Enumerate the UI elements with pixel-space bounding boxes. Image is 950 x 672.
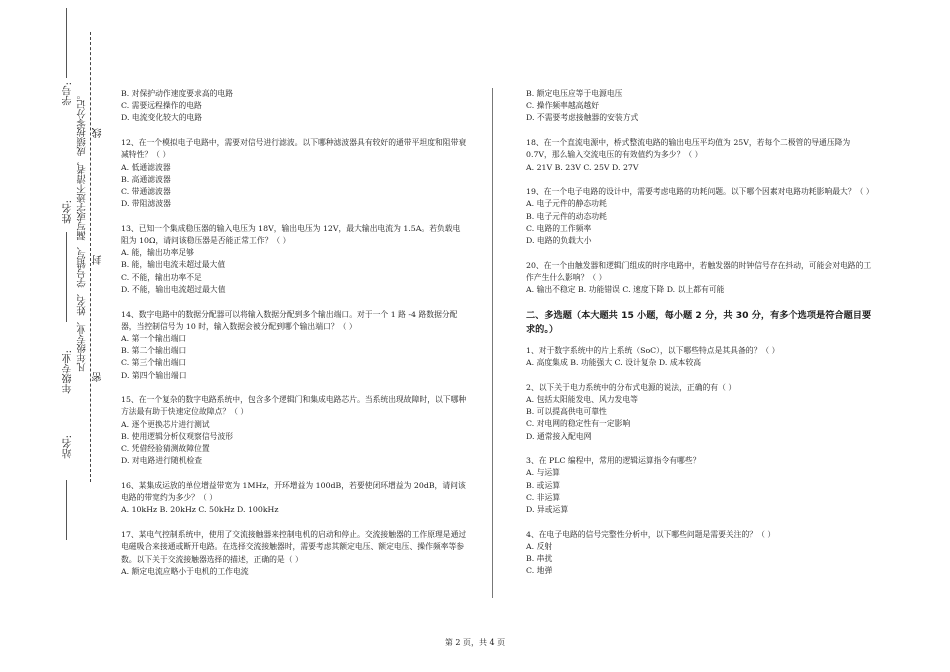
mc-question-2 xyxy=(526,382,872,443)
column-divider xyxy=(492,88,493,598)
question-stem: 4、在电子电路的信号完整性分析中，以下哪些问题是需要关注的？（ ） xyxy=(526,529,776,539)
option: A. 低通滤波器 xyxy=(121,162,171,172)
station-label: 站名: xyxy=(63,435,74,459)
option: C. 对电网的稳定性有一定影响 xyxy=(526,419,631,429)
name-line xyxy=(66,232,67,322)
question-stem: 1、对于数字系统中的片上系统（SoC），以下哪些特点是其具备的？（ ） xyxy=(526,345,780,355)
question-19 xyxy=(526,186,872,247)
option: D. 通常接入配电网 xyxy=(526,431,592,441)
option: A. 输出不稳定 B. 功能错误 C. 速度下降 D. 以上都有可能 xyxy=(526,285,725,295)
cut-line xyxy=(90,32,91,482)
question-stem: 14、数字电路中的数据分配器可以将输入数据分配到多个输出端口。对于一个 1 路 -4 路数据分配器，当控制信号为 10 时，输入数据会被分配到哪个输出端口？（ ） xyxy=(121,309,458,331)
option: A. 电子元件的静态功耗 xyxy=(526,199,607,209)
question-stem: 15、在一个复杂的数字电路系统中，包含多个逻辑门和集成电路芯片。当系统出现故障时，以下哪种方法最有助于快速定位故障点？（ ） xyxy=(121,395,467,417)
option: B. 可以提高供电可靠性 xyxy=(526,407,607,417)
mc-question-4 xyxy=(526,529,872,578)
page-number-footer: 第 2 页，共 4 页 xyxy=(444,638,506,647)
option: C. 第三个输出端口 xyxy=(121,358,187,368)
question-stem: 13、已知一个集成稳压器的输入电压为 18V，输出电压为 12V，最大输出电流为 1.5A。若负载电阻为 10Ω，请问该稳压器是否能正常工作？（ ） xyxy=(121,223,461,246)
station-line xyxy=(66,480,67,540)
question-12 xyxy=(121,137,467,210)
mc-question-3 xyxy=(526,455,872,516)
section-title-multiple-choice: 二、多选题（本大题共 15 小题，每小题 2 分，共 30 分，有多个选项是符合题目要求的。） xyxy=(526,309,872,335)
seal-char-mi: 密 xyxy=(93,372,104,382)
option: A. 第一个输出端口 xyxy=(121,333,187,343)
continued-options-left xyxy=(121,88,467,125)
option: B. 对保护动作速度要求高的电路 xyxy=(121,89,234,98)
option: A. 21V B. 23V C. 25V D. 27V xyxy=(526,162,639,172)
option: D. 对电路进行随机检查 xyxy=(121,456,203,466)
option: B. 串扰 xyxy=(526,554,553,564)
option: A. 与运算 xyxy=(526,468,560,478)
fill-notice: 凡年级专业、姓名、学号错写、漏写或字迹不清者，成绩按零分记。 xyxy=(77,90,88,372)
option: A. 逐个更换芯片进行测试 xyxy=(121,419,210,429)
student-id-label: 学号: xyxy=(63,82,74,106)
option: D. 第四个输出端口 xyxy=(121,370,187,380)
option: B. 能，输出电流未超过最大值 xyxy=(121,260,226,270)
option: A. 高度集成 B. 功能强大 C. 设计复杂 D. 成本较高 xyxy=(526,358,702,368)
option: A. 额定电流应略小于电机的工作电流 xyxy=(121,566,249,576)
option: C. 不能，输出功率不足 xyxy=(121,272,202,282)
option: D. 带阻滤波器 xyxy=(121,199,171,209)
question-17 xyxy=(121,529,467,578)
option: C. 凭借经验猜测故障位置 xyxy=(121,444,210,454)
option: A. 包括太阳能发电、风力发电等 xyxy=(526,394,638,404)
option: C. 非运算 xyxy=(526,492,561,502)
option: A. 10kHz B. 20kHz C. 50kHz D. 100kHz xyxy=(121,505,279,515)
question-20 xyxy=(526,260,872,297)
option: D. 不能，输出电流超过最大值 xyxy=(121,284,226,294)
option: D. 不需要考虑接触器的安装方式 xyxy=(526,113,639,123)
question-stem: 18、在一个直流电源中，桥式整流电路的输出电压平均值为 25V，若每个二极管的导通压降为 0.7V，那么输入交流电压的有效值约为多少？（ ） xyxy=(526,138,851,160)
question-stem: 20、在一个由触发器和逻辑门组成的时序电路中，若触发器的时钟信号存在抖动，可能会对电路的工作产生什么影响？（ ） xyxy=(526,260,872,282)
mc-question-1 xyxy=(526,345,872,369)
binding-margin xyxy=(0,0,112,672)
option: C. 需要远程操作的电路 xyxy=(121,101,202,111)
option: C. 电路的工作频率 xyxy=(526,223,592,233)
question-18 xyxy=(526,137,872,174)
option: B. 额定电压应等于电源电压 xyxy=(526,89,623,98)
question-15 xyxy=(121,394,467,467)
option: B. 第二个输出端口 xyxy=(121,346,187,356)
question-stem: 3、在 PLC 编程中，常用的逻辑运算指令有哪些？ xyxy=(526,456,701,466)
option: C. 地弹 xyxy=(526,566,553,576)
question-13 xyxy=(121,223,467,296)
option: B. 高通滤波器 xyxy=(121,174,171,184)
question-stem: 2、以下关于电力系统中的分布式电源的说法，正确的有（ ） xyxy=(526,382,737,392)
option: D. 异或运算 xyxy=(526,505,569,515)
option: A. 反射 xyxy=(526,541,553,551)
seal-char-feng: 封 xyxy=(93,255,104,265)
option: D. 电流变化较大的电路 xyxy=(121,113,203,123)
option: B. 或运算 xyxy=(526,480,561,490)
right-column xyxy=(526,88,872,590)
option: A. 能，输出功率足够 xyxy=(121,248,194,258)
option: C. 操作频率越高越好 xyxy=(526,101,600,111)
grade-major-label: 年级专业: xyxy=(63,350,74,394)
option: B. 电子元件的动态功耗 xyxy=(526,211,607,221)
question-stem: 12、在一个模拟电子电路中，需要对信号进行滤波。以下哪种滤波器具有较好的通带平坦度和阻带衰减特性？（ ） xyxy=(121,138,467,160)
question-16 xyxy=(121,480,467,517)
left-column xyxy=(121,88,467,590)
question-14 xyxy=(121,309,467,382)
continued-options-right xyxy=(526,88,872,125)
question-stem: 16、某集成运放的单位增益带宽为 1MHz，开环增益为 100dB，若要使闭环增益为 20dB，请问该电路的带宽约为多少？（ ） xyxy=(121,480,466,503)
option: B. 使用逻辑分析仪观察信号波形 xyxy=(121,431,234,441)
name-label: 姓名: xyxy=(63,200,74,224)
option: D. 电路的负载大小 xyxy=(526,236,592,246)
seal-char-xian: 线 xyxy=(93,128,104,138)
question-stem: 17、某电气控制系统中，使用了交流接触器来控制电机的启动和停止。交流接触器的工作原理是通过电磁吸合来接通或断开电路。在选择交流接触器时，需要考虑其额定电压、额定电压、操作频率等参数。以下关于交流接触器选择的描述，正确的是（ ） xyxy=(121,530,467,564)
question-stem: 19、在一个电子电路的设计中，需要考虑电路的功耗问题。以下哪个因素对电路功耗影响最大？（ ） xyxy=(526,187,874,197)
option: C. 带通滤波器 xyxy=(121,186,171,196)
student-id-line xyxy=(66,8,67,78)
